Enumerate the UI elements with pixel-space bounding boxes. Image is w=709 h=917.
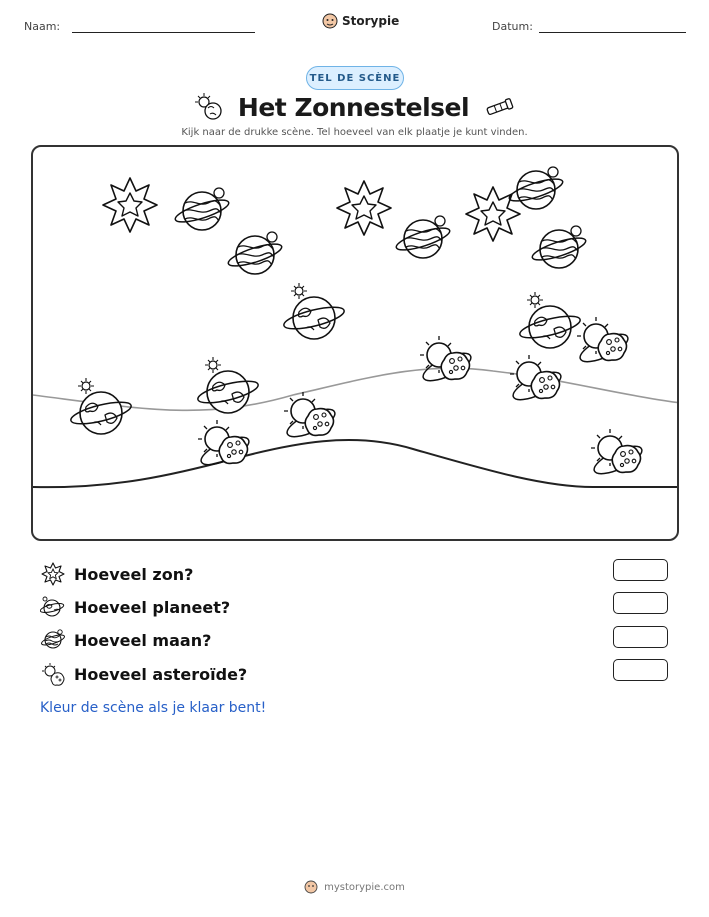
scene-sun-star (103, 178, 157, 232)
moon-icon (40, 628, 66, 652)
name-label: Naam: (24, 20, 61, 33)
footer (0, 880, 709, 894)
scene-asteroid (577, 317, 632, 367)
question-asteroid (40, 662, 247, 686)
answer-box-moon[interactable] (613, 626, 668, 648)
scene-asteroid (510, 355, 565, 405)
scene-asteroid (420, 336, 475, 386)
scene-moon-planet (518, 292, 582, 348)
question-moon (40, 628, 211, 652)
brand-logo (322, 13, 399, 29)
scene-asteroid (284, 392, 339, 442)
question-planet (40, 595, 230, 619)
scene-sun-star (466, 187, 520, 241)
title-row (0, 92, 709, 122)
name-line[interactable] (72, 32, 255, 33)
answer-box-asteroid[interactable] (613, 659, 668, 681)
scene-planet (530, 226, 588, 268)
planet-icon (40, 595, 66, 619)
page-title: Het Zonnestelsel (237, 92, 470, 122)
telescope-icon (483, 97, 515, 117)
storypie-footer-icon (304, 880, 318, 894)
question-label: Hoeveel zon? (74, 564, 194, 584)
scene-sun-star (337, 181, 391, 235)
counting-scene (31, 145, 679, 541)
question-label: Hoeveel planeet? (74, 597, 231, 617)
category-badge: TEL DE SCÈNE (306, 66, 404, 90)
scene-asteroid (591, 429, 646, 479)
date-line[interactable] (539, 32, 686, 33)
hill-line-front (33, 440, 679, 487)
answer-box-sun[interactable] (613, 559, 668, 581)
scene-planet (507, 167, 565, 209)
scene-asteroid (198, 420, 253, 470)
brand-name: Storypie (342, 14, 400, 28)
question-label: Hoeveel maan? (74, 630, 212, 650)
page-subtitle: Kijk naar de drukke scène. Tel hoeveel van elk plaatje je kunt vinden. (181, 127, 528, 138)
asteroid-icon (40, 662, 66, 686)
coloring-instruction: Kleur de scène als je klaar bent! (40, 700, 267, 716)
date-label: Datum: (492, 20, 533, 33)
sun-icon (40, 562, 66, 586)
scene-illustration (33, 147, 679, 541)
answer-box-planet[interactable] (613, 592, 668, 614)
sun-planet-icon (194, 92, 224, 122)
scene-planet (394, 216, 452, 258)
scene-planet (173, 188, 231, 230)
scene-moon-planet (282, 283, 346, 339)
storypie-logo-icon (322, 13, 338, 29)
footer-url[interactable]: mystorypie.com (324, 881, 405, 893)
question-label: Hoeveel asteroïde? (74, 664, 248, 684)
question-sun (40, 562, 193, 586)
scene-planet (226, 232, 284, 274)
